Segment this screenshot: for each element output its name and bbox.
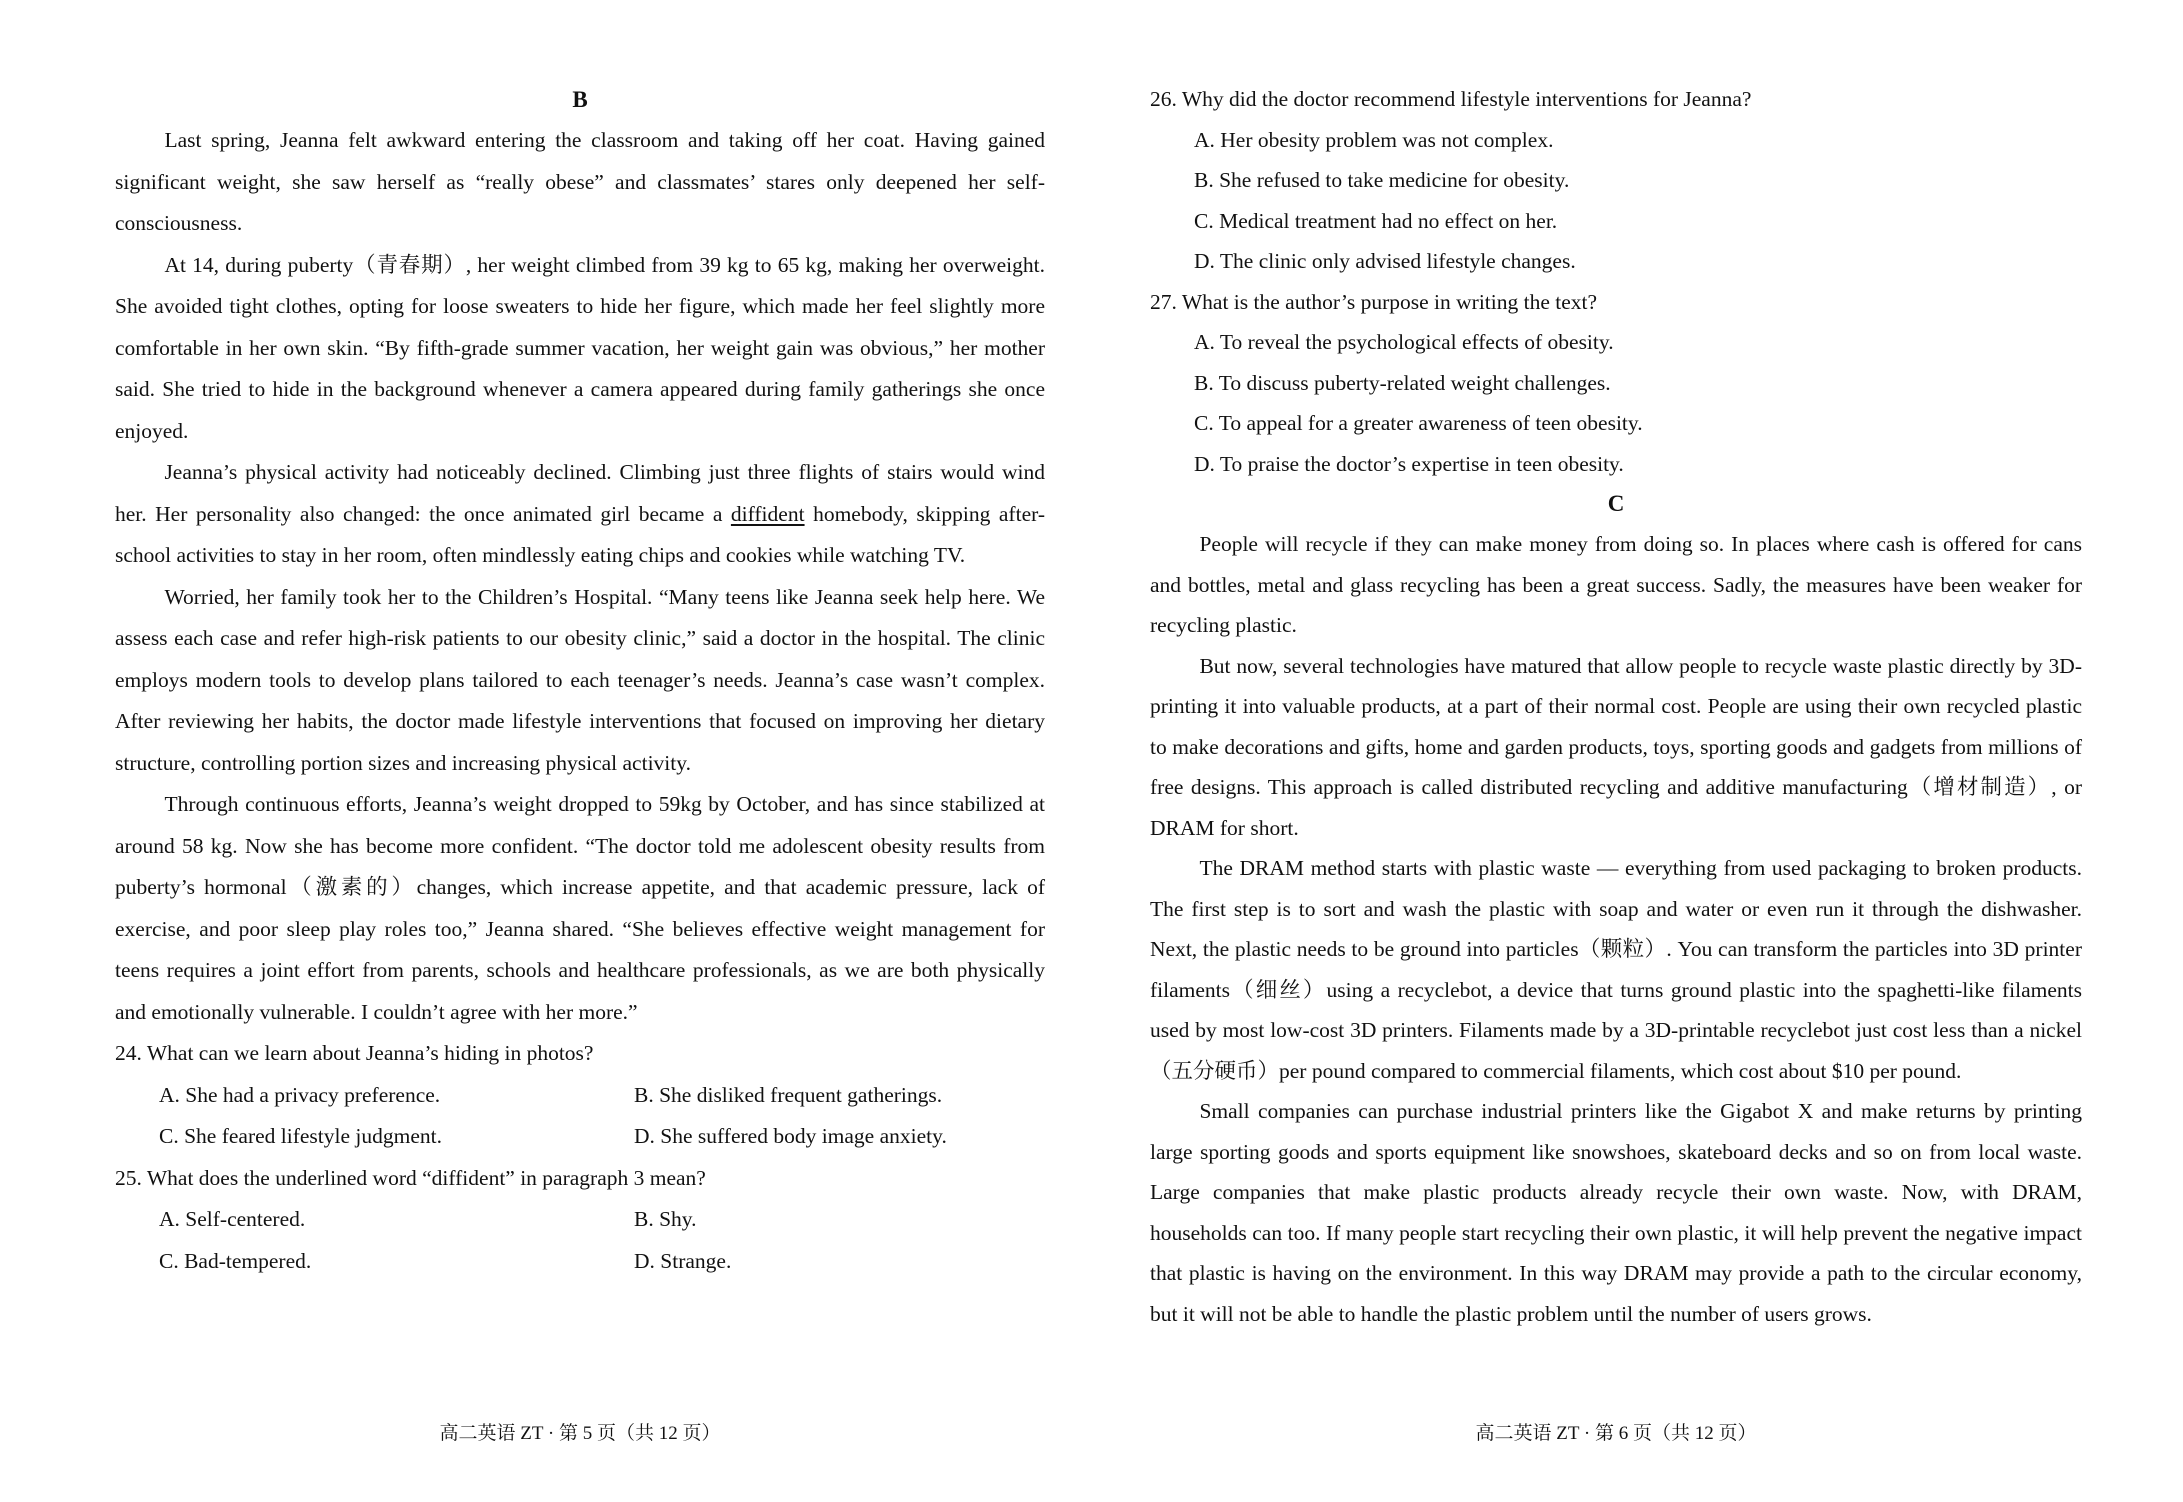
section-title-b: B bbox=[572, 87, 588, 112]
question-25-option-b: B. Shy. bbox=[634, 1207, 697, 1231]
paragraph-3-text-before: Jeanna’s physical activity had noticeably declined. Climbing just three flights of stairs would wind her. Her personality also changed: the once animated girl became a bbox=[115, 460, 1045, 526]
passage-b-paragraph-4: Worried, her family took her to the Children’s Hospital. “Many teens like Jeanna seek help here. We assess each case and refer high-risk patients to our obesity clinic,” said a doctor in the hospital. The clinic employs modern tools to develop plans tailored to each teenager’s needs. Jeanna’s case wasn’t complex. After reviewing her habits, the doctor made lifestyle interventions that focused on improving her dietary structure, controlling portion sizes and increasing physical activity. bbox=[115, 584, 1045, 775]
passage-c-paragraph-3: The DRAM method starts with plastic waste — everything from used packaging to broken products. The first step is to sort and wash the plastic with soap and water or even run it through the dishwasher. Next, the plastic needs to be ground into particles（颗粒）. You can transform the particles into 3D printer filaments（细丝）using a recyclebot, a device that turns ground plastic into the spaghetti-like filaments used by most low-cost 3D printers. Filaments made by a 3D-printable recyclebot just cost less than a nickel（五分硬币）per pound compared to commercial filaments, which cost about $10 per pound. bbox=[1150, 856, 2082, 1083]
page-footer-left: 高二英语 ZT · 第 5 页（共 12 页） bbox=[439, 1423, 721, 1444]
question-25-options-row-2 bbox=[115, 1241, 1045, 1283]
left-page bbox=[115, 0, 1045, 1502]
passage-b-paragraph-3 bbox=[115, 452, 1045, 577]
underlined-word-diffident: diffident bbox=[730, 501, 805, 526]
question-27-option-b: B. To discuss puberty-related weight challenges. bbox=[1194, 370, 1611, 395]
question-24-option-a: A. She had a privacy preference. bbox=[159, 1082, 441, 1107]
question-25-options-row-1 bbox=[115, 1199, 1045, 1241]
question-24-option-d: D. She suffered body image anxiety. bbox=[634, 1124, 947, 1148]
question-25-option-d: D. Strange. bbox=[634, 1248, 732, 1273]
question-24-option-b: B. She disliked frequent gatherings. bbox=[634, 1082, 943, 1107]
question-26-option-c: C. Medical treatment had no effect on her. bbox=[1194, 208, 1558, 233]
question-26-option-b: B. She refused to take medicine for obesity. bbox=[1194, 168, 1570, 192]
question-24-options-row-2 bbox=[115, 1116, 1045, 1158]
passage-b-paragraph-5: Through continuous efforts, Jeanna’s weight dropped to 59kg by October, and has since stabilized at around 58 kg. Now she has become more confident. “The doctor told me adolescent obesity results from puberty’s hormonal（激素的）changes, which increase appetite, and that academic pressure, lack of exercise, and poor sleep play roles too,” Jeanna shared. “She believes effective weight management for teens requires a joint effort from parents, schools and healthcare professionals, as we are both physically and emotionally vulnerable. I couldn’t agree with her more.” bbox=[115, 792, 1045, 1024]
page-footer-right: 高二英语 ZT · 第 6 页（共 12 页） bbox=[1475, 1423, 1757, 1444]
right-page bbox=[1150, 0, 2082, 1502]
question-27-option-a: A. To reveal the psychological effects of obesity. bbox=[1194, 330, 1614, 354]
question-27-option-d: D. To praise the doctor’s expertise in teen obesity. bbox=[1194, 451, 1624, 476]
question-25-option-a: A. Self-centered. bbox=[159, 1207, 306, 1231]
question-24-options-row-1 bbox=[115, 1075, 1045, 1117]
passage-b-paragraph-2: At 14, during puberty（青春期）, her weight climbed from 39 kg to 65 kg, making her overweight. She avoided tight clothes, opting for loose sweaters to hide her figure, which made her feel slightly more comfortable in her own skin. “By fifth-grade summer vacation, her weight gain was obvious,” her mother said. She tried to hide in the background whenever a camera appeared during family gatherings she once enjoyed. bbox=[115, 252, 1045, 443]
question-26-option-a: A. Her obesity problem was not complex. bbox=[1194, 127, 1554, 152]
section-title-c: C bbox=[1607, 491, 1625, 516]
question-25-option-c: C. Bad-tempered. bbox=[159, 1248, 312, 1273]
passage-c-paragraph-2: But now, several technologies have matured that allow people to recycle waste plastic directly by 3D-printing it into valuable products, at a part of their normal cost. People are using their own recycled plastic to make decorations and gifts, home and garden products, toys, sporting goods and gadgets from millions of free designs. This approach is called distributed recycling and additive manufacturing（增材制造）, or DRAM for short. bbox=[1150, 653, 2082, 840]
passage-b-paragraph-1: Last spring, Jeanna felt awkward entering the classroom and taking off her coat. Having gained significant weight, she saw herself as “really obese” and classmates’ stares only deepened her self-consciousness. bbox=[115, 128, 1045, 235]
question-25-stem: 25. What does the underlined word “diffident” in paragraph 3 mean? bbox=[115, 1165, 706, 1190]
question-27-stem: 27. What is the author’s purpose in writing the text? bbox=[1150, 289, 1598, 314]
paragraph-3-text-after: homebody, skipping after-school activities to stay in her room, often mindlessly eating chips and cookies while watching TV. bbox=[115, 501, 1045, 567]
question-26-stem: 26. Why did the doctor recommend lifestyle interventions for Jeanna? bbox=[1150, 87, 1752, 111]
passage-c-paragraph-4: Small companies can purchase industrial printers like the Gigabot X and make returns by printing large sporting goods and sports equipment like snowshoes, skateboard decks and so on from local waste. Large companies that make plastic products already recycle their own waste. Now, with DRAM, households can too. If many people start recycling their own plastic, it will help prevent the negative impact that plastic is having on the environment. In this way DRAM may provide a path to the circular economy, but it will not be able to handle the plastic problem until the number of users grows. bbox=[1150, 1099, 2082, 1326]
question-24-stem: 24. What can we learn about Jeanna’s hiding in photos? bbox=[115, 1041, 594, 1065]
question-27-option-c: C. To appeal for a greater awareness of teen obesity. bbox=[1194, 411, 1643, 435]
question-26-option-d: D. The clinic only advised lifestyle changes. bbox=[1194, 249, 1576, 273]
question-24-option-c: C. She feared lifestyle judgment. bbox=[159, 1124, 443, 1148]
passage-c-paragraph-1: People will recycle if they can make money from doing so. In places where cash is offered for cans and bottles, metal and glass recycling has been a great success. Sadly, the measures have been weaker for recycling plastic. bbox=[1150, 532, 2082, 637]
